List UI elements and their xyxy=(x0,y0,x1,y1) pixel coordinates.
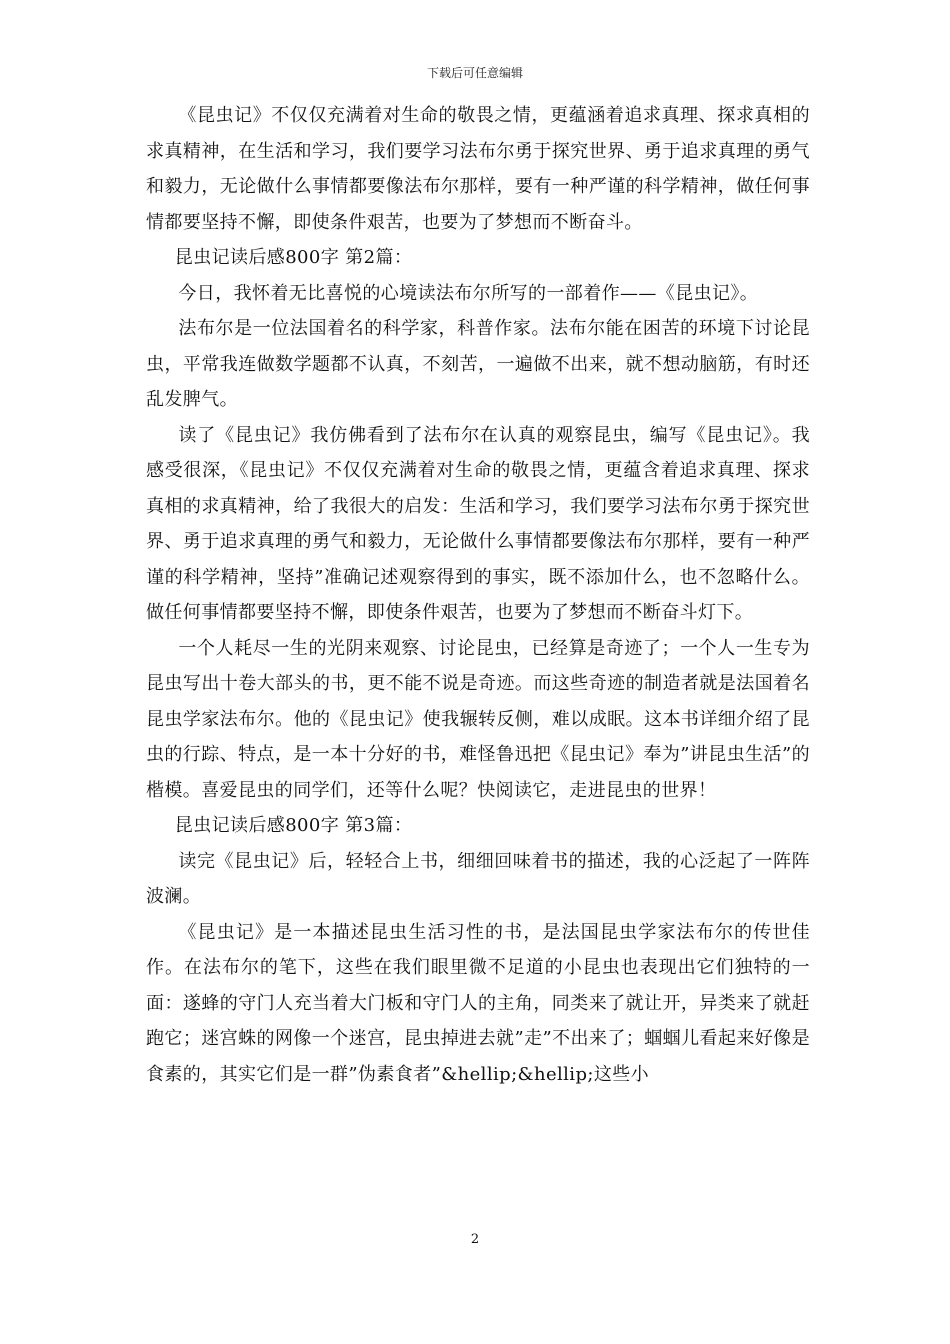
page-header-note: 下载后可任意编辑 xyxy=(426,66,523,80)
paragraph-6: 读完《昆虫记》后，轻轻合上书，细细回味着书的描述，我的心泛起了一阵阵波澜。 xyxy=(146,850,810,907)
paragraph-1: 《昆虫记》不仅仅充满着对生命的敬畏之情，更蕴涵着追求真理、探求真相的求真精神，在生活和学习，我们要学习法布尔勇于探究世界、勇于追求真理的勇气和毅力，无论做什么事情都要像法布尔那样，要有一种严谨的科学精神，做任何事情都要坚持不懈，即使条件艰苦，也要为了梦想而不断奋斗。 xyxy=(146,105,810,233)
paragraph-5: 一个人耗尽一生的光阴来观察、讨论昆虫，已经算是奇迹了；一个人一生专为昆虫写出十卷大部头的书，更不能不说是奇迹。而这些奇迹的制造者就是法国着名昆虫学家法布尔。他的《昆虫记》使我辗转反侧，难以成眠。这本书详细介绍了昆虫的行踪、特点，是一本十分好的书，难怪鲁迅把《昆虫记》奉为”讲昆虫生活”的楷模。喜爱昆虫的同学们，还等什么呢？快阅读它，走进昆虫的世界！ xyxy=(146,637,810,801)
page-number: 2 xyxy=(470,1232,480,1247)
document-body xyxy=(146,98,810,1092)
paragraph-7: 《昆虫记》是一本描述昆虫生活习性的书，是法国昆虫学家法布尔的传世佳作。在法布尔的笔下，这些在我们眼里微不足道的小昆虫也表现出它们独特的一面：遂蜂的守门人充当着大门板和守门人的主角，同类来了就让开，异类来了就赶跑它；迷宫蛛的网像一个迷宫，昆虫掉进去就”走”不出来了；蝈蝈儿看起来好像是食素的，其实它们是一群”伪素食者”&hellip;&hellip;这些小 xyxy=(146,921,810,1085)
paragraph-2: 今日，我怀着无比喜悦的心境读法布尔所写的一部着作——《昆虫记》。 xyxy=(178,282,759,304)
paragraph-4: 读了《昆虫记》我仿佛看到了法布尔在认真的观察昆虫，编写《昆虫记》。我感受很深，《昆虫记》不仅仅充满着对生命的敬畏之情，更蕴含着追求真理、探求真相的求真精神，给了我很大的启发：生活和学习，我们要学习法布尔勇于探究世界、勇于追求真理的勇气和毅力，无论做什么事情都要像法布尔那样，要有一种严谨的科学精神，坚持”准确记述观察得到的事实，既不添加什么，也不忽略什么。做任何事情都要坚持不懈，即使条件艰苦，也要为了梦想而不断奋斗灯下。 xyxy=(146,424,810,623)
paragraph-3: 法布尔是一位法国着名的科学家，科普作家。法布尔能在困苦的环境下讨论昆虫，平常我连做数学题都不认真，不刻苦，一遍做不出来，就不想动脑筋，有时还乱发脾气。 xyxy=(146,318,810,410)
section-heading-3: 昆虫记读后感800字 第3篇： xyxy=(174,815,413,836)
section-heading-2: 昆虫记读后感800字 第2篇： xyxy=(174,247,413,268)
